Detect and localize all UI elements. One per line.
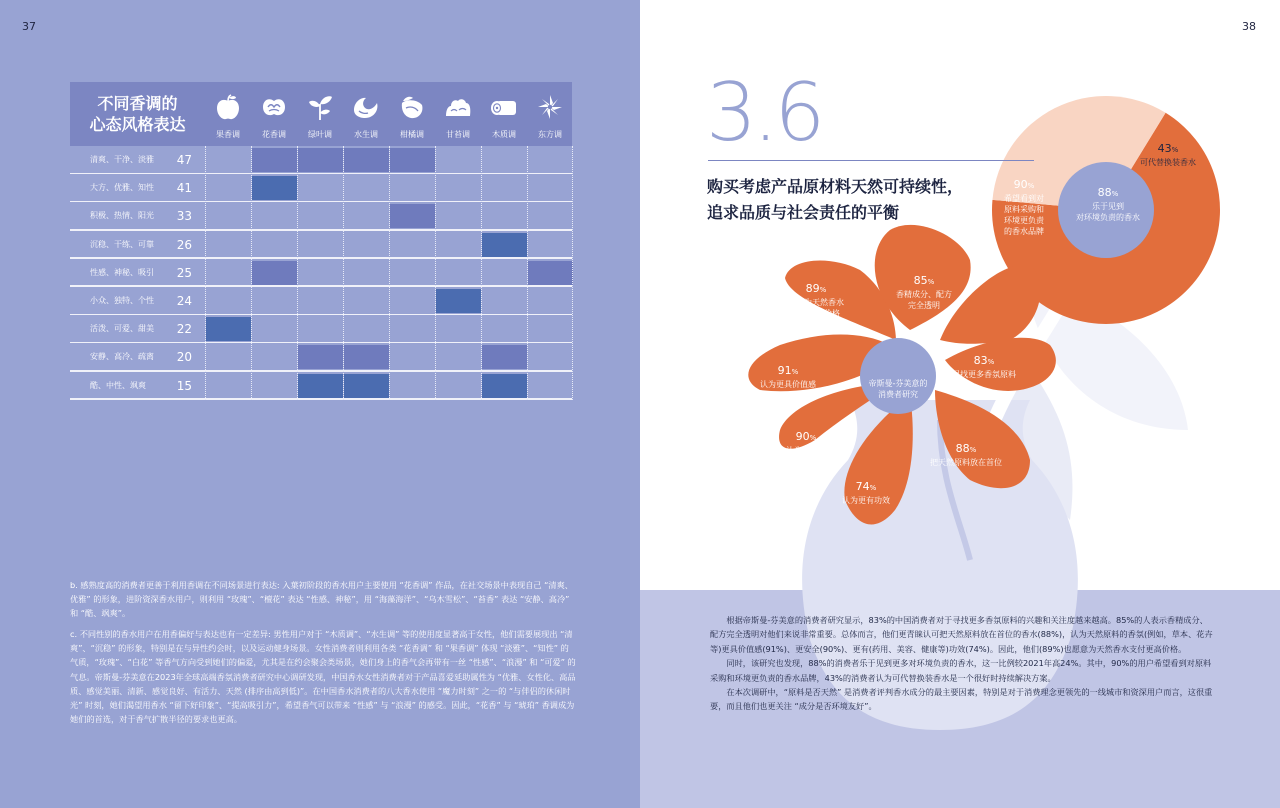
matrix-title bbox=[70, 82, 205, 146]
petal-pct: 85 bbox=[913, 274, 928, 287]
petal-line: 把天然原料放在首位 bbox=[930, 458, 1002, 467]
petal-label: 90% 认为更安全 bbox=[786, 430, 826, 455]
row-label: 性感、神秘、吸引 bbox=[90, 267, 154, 277]
petal-pct: 88 bbox=[955, 442, 970, 455]
row-score: 25 bbox=[176, 265, 192, 280]
moss-icon bbox=[443, 92, 473, 122]
petal-label: 74% 认为更有功效 bbox=[842, 480, 890, 505]
grid-line bbox=[435, 146, 436, 400]
row-label: 积极、热情、阳光 bbox=[90, 211, 154, 221]
grid-line bbox=[205, 146, 206, 400]
page-number-left: 37 bbox=[22, 20, 36, 33]
highlight-cell bbox=[298, 345, 343, 369]
flower-center-line: 帝斯曼-芬美意的 bbox=[868, 379, 928, 388]
grid-line bbox=[481, 146, 482, 400]
petal-line: 认为更安全 bbox=[786, 446, 826, 455]
petal-label: 88% 把天然原料放在首位 bbox=[930, 442, 1002, 467]
body-paragraph: 在本次调研中，“原料是否天然” 是消费者评判香水成分的最主要因素，特别是对于消费理念更领先的一线城市和资深用户而言，这很重要，而且他们也更关注 “成分是否环境友好”。 bbox=[710, 687, 1213, 712]
highlight-cell bbox=[436, 289, 481, 313]
highlight-cell bbox=[482, 374, 527, 398]
petal-label: 83% 寻找更多香氛原料 bbox=[952, 354, 1016, 379]
grid-line bbox=[343, 146, 344, 400]
petal-pct: 90 bbox=[795, 430, 810, 443]
donut-segment-label-orange: 90% 希望看到对 原料采购和 环境更负责 的香水品牌 bbox=[1004, 178, 1044, 236]
body-text bbox=[710, 613, 1216, 714]
row-label: 小众、独特、个性 bbox=[90, 295, 154, 305]
scent-style-matrix bbox=[70, 82, 572, 400]
petal-line: 支付更高价格 bbox=[792, 309, 840, 318]
highlight-cell bbox=[344, 374, 389, 398]
donut-center-line: 对环境负责的香水 bbox=[1076, 213, 1140, 222]
petal-line: 认为更有功效 bbox=[842, 496, 890, 505]
flower-center-line: 消费者研究 bbox=[878, 390, 918, 399]
note-label: 果香调 bbox=[216, 130, 240, 139]
row-score: 41 bbox=[176, 181, 192, 196]
section-title-line1: 购买考虑产品原材料天然可持续性， bbox=[707, 177, 964, 196]
note-column-green bbox=[297, 82, 343, 146]
body-paragraph: 根据帝斯曼-芬美意的消费者研究显示，83%的中国消费者对于寻找更多香氛原料的兴趣和关注度越来越高。85%的人表示香精成分、配方完全透明对他们来说非常重要。总体而言，他们更青睐认可把天然原料放在首位的香水(88%)，认为天然原料的香氛(例如，草本、花卉等)更具价值感(91%)、更安全(90%)、更有(药用、美容、健康等)功效(74%)。因此，他们(89%)也愿意为天然香水支付更高价格。 bbox=[710, 615, 1213, 654]
highlight-cell bbox=[344, 345, 389, 369]
grid-line bbox=[572, 146, 573, 400]
flower-center-label bbox=[862, 378, 934, 400]
note-b-paragraph: b. 感熟度高的消费者更善于利用香调在不同场景进行表达: 入葉初阶段的香水用户主要使用 “花香调” 作品，在社交场景中表现自己 “清爽、优雅” 的形象，进阶资深香水用户，则利用 “玫瑰”、“檀花” 表达 “性感、神秘”，用 “海藻海洋”、“乌木雪松”、“苔香” 表达 “安静、高冷” 和 “酷、飒爽”。 bbox=[70, 580, 573, 619]
donut-orange-pct: 90 bbox=[1013, 178, 1028, 191]
note-column-oriental bbox=[527, 82, 573, 146]
wood-log-icon bbox=[489, 92, 519, 122]
petal-pct: 83 bbox=[973, 354, 988, 367]
page-number-right: 38 bbox=[1242, 20, 1256, 33]
note-label: 木质调 bbox=[492, 130, 516, 139]
row-score: 47 bbox=[176, 153, 192, 167]
highlight-cell bbox=[252, 261, 297, 285]
note-label: 柑橘调 bbox=[400, 130, 424, 139]
petal-line: 香精成分、配方 bbox=[896, 290, 952, 299]
row-label: 安静、高冷、疏离 bbox=[90, 352, 154, 362]
flower-center bbox=[860, 338, 936, 414]
row-label: 酷、中性、飒爽 bbox=[90, 380, 146, 390]
donut-orange-line: 环境更负责 bbox=[1004, 216, 1044, 225]
oriental-spice-icon bbox=[535, 92, 565, 122]
highlight-cell bbox=[252, 176, 297, 200]
matrix-title-line1: 不同香调的 bbox=[97, 94, 178, 113]
petal-line: 完全透明 bbox=[908, 301, 940, 310]
note-label: 绿叶调 bbox=[308, 130, 332, 139]
note-column-chypre bbox=[435, 82, 481, 146]
section-number: 3.6 bbox=[706, 66, 822, 159]
donut-orange-line: 的香水品牌 bbox=[1004, 227, 1044, 236]
donut-center-line: 乐于见到 bbox=[1092, 202, 1124, 211]
petal-label: 85% 香精成分、配方 完全透明 bbox=[896, 274, 952, 310]
note-label: 甘苔调 bbox=[446, 130, 470, 139]
grid-line bbox=[389, 146, 390, 400]
apple-icon bbox=[213, 92, 243, 122]
row-label: 活泼、可爱、甜美 bbox=[90, 324, 154, 334]
flower-icon bbox=[259, 92, 289, 122]
highlight-cell bbox=[344, 148, 389, 172]
grid-line bbox=[297, 146, 298, 400]
petal-line: 寻找更多香氛原料 bbox=[952, 370, 1016, 379]
donut-segment-label-peach: 43% 可代替换装香水 bbox=[1140, 142, 1196, 167]
section-rule bbox=[708, 160, 1034, 161]
note-column-woody bbox=[481, 82, 527, 146]
section-title-line2: 追求品质与社会责任的平衡 bbox=[707, 203, 900, 222]
row-score: 33 bbox=[176, 209, 192, 224]
donut-orange-line: 希望看到对 bbox=[1004, 194, 1044, 203]
row-score: 26 bbox=[176, 237, 192, 252]
wave-icon bbox=[351, 92, 381, 122]
highlight-cell bbox=[482, 345, 527, 369]
highlight-cell bbox=[390, 204, 435, 228]
row-score: 22 bbox=[176, 322, 192, 337]
donut-orange-line: 原料采购和 bbox=[1004, 205, 1044, 214]
citrus-icon bbox=[397, 92, 427, 122]
highlight-cell bbox=[528, 261, 573, 285]
row-label: 沉稳、干练、可靠 bbox=[90, 239, 154, 249]
petal-pct: 74 bbox=[855, 480, 870, 493]
donut-center-label: 88% 乐于见到 对环境负责的香水 bbox=[1076, 186, 1140, 222]
donut-peach-line: 可代替换装香水 bbox=[1140, 158, 1196, 167]
highlight-cell bbox=[298, 374, 343, 398]
highlight-cell bbox=[390, 148, 435, 172]
note-c-paragraph: c. 不同性别的香水用户在用香偏好与表达也有一定差异: 男性用户对于 “木质调”、“水生调” 等的使用度显著高于女性，他们需要展现出 “清爽”、“沉稳” 的形象，特别是在与异性约会时，以及运动健身场景。女性消费者则利用各类 “花香调” 和 “果香调” 体现 “淡雅”、“知性” 的气质，“玫瑰”、“白花” 等香气方向受到她们的偏爱，尤其是在约会聚会类场景，她们身上的香气会再带有一丝 “性感”、“浪漫” 和 “可爱” 的气息。帝斯曼-芬美意在2023年全球高端香氛消费者研究中心调研发现，中国香水女性消费者对于产品喜爱延助属性为 “优雅、女性化、高品质、感觉美丽、清新、感觉良好、有活力、天然 (排序由高到低)”。在中国香水消费者的八大香水使用 “魔力时刻” 之一的 “与伴侣的休闲时光” 时刻，她们渴望用香水 “留下好印象”、“提高吸引力”，希望香气可以带来 “性感” 与 “浪漫” 的感受。因此，“花香” 与 “琥珀” 香调成为她们的首选，对于香气扩散半径的要求也更高。 bbox=[70, 629, 576, 725]
donut-center-pct: 88 bbox=[1097, 186, 1112, 199]
petal-label: 91% 认为更具价值感 bbox=[760, 364, 816, 389]
highlight-cell bbox=[252, 148, 297, 172]
right-page bbox=[640, 0, 1280, 808]
note-column-aquatic bbox=[343, 82, 389, 146]
petal-label: 89% 愿意为天然香水 支付更高价格 bbox=[788, 282, 844, 318]
row-score: 24 bbox=[176, 293, 192, 308]
row-score: 15 bbox=[176, 378, 192, 393]
matrix-header bbox=[70, 82, 572, 146]
petal-pct: 89 bbox=[805, 282, 820, 295]
petal-line: 认为更具价值感 bbox=[760, 380, 816, 389]
grid-line bbox=[527, 146, 528, 400]
donut-peach-pct: 43 bbox=[1157, 142, 1172, 155]
highlight-cell bbox=[206, 317, 251, 341]
note-column-floral bbox=[251, 82, 297, 146]
matrix-title-line2: 心态风格表达 bbox=[89, 115, 186, 134]
note-column-citrus bbox=[389, 82, 435, 146]
note-column-fruity bbox=[205, 82, 251, 146]
matrix-highlight-cells bbox=[70, 146, 572, 400]
row-label: 清爽、干净、淡雅 bbox=[90, 155, 154, 164]
row-score: 20 bbox=[176, 350, 192, 365]
note-label: 水生调 bbox=[354, 130, 378, 139]
note-label: 花香调 bbox=[262, 130, 286, 139]
row-label: 大方、优雅、知性 bbox=[90, 183, 154, 193]
section-title bbox=[707, 174, 1007, 226]
highlight-cell bbox=[482, 233, 527, 257]
body-paragraph: 同时，该研究也发现，88%的消费者乐于见到更多对环境负责的香水，这一比例较2021年高24%。其中，90%的用户希望看到对原料采购和环境更负责的香水品牌，43%的消费者认为可代替换装香水是一个很好时持续解决方案。 bbox=[710, 658, 1212, 683]
highlight-cell bbox=[298, 148, 343, 172]
note-label: 东方调 bbox=[538, 130, 562, 139]
leaf-icon bbox=[305, 92, 335, 122]
petal-pct: 91 bbox=[777, 364, 792, 377]
grid-line bbox=[251, 146, 252, 400]
petal-line: 愿意为天然香水 bbox=[788, 298, 844, 307]
